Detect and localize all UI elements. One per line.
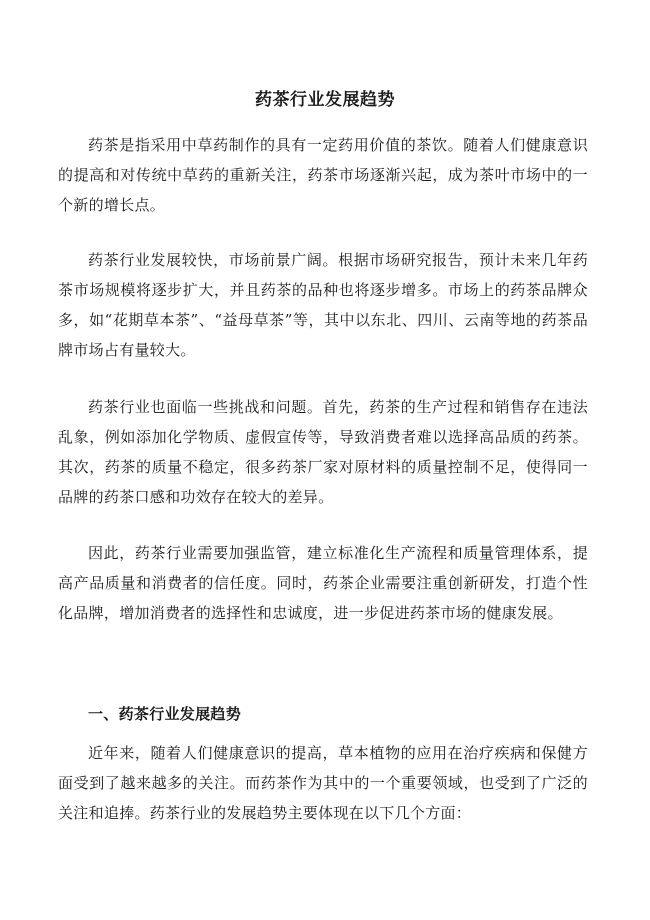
section-heading: 一、药茶行业发展趋势: [88, 705, 242, 723]
paragraph-section-body: 近年来，随着人们健康意识的提高，草本植物的应用在治疗疾病和保健方面受到了越来越多的关注。而药茶作为其中的一个重要领域，也受到了广泛的关注和追捧。药茶行业的发展趋势主要体现在以下几个方面：: [58, 744, 588, 822]
document-title: 药茶行业发展趋势: [255, 90, 395, 110]
paragraph-conclusion: 因此，药茶行业需要加强监管，建立标准化生产流程和质量管理体系，提高产品质量和消费者的信任度。同时，药茶企业需要注重创新研发，打造个性化品牌，增加消费者的选择性和忠诚度，进一步促进药茶市场的健康发展。: [58, 544, 588, 622]
paragraph-challenges: 药茶行业也面临一些挑战和问题。首先，药茶的生产过程和销售存在违法乱象，例如添加化学物质、虚假宣传等，导致消费者难以选择高品质的药茶。其次，药茶的质量不稳定，很多药茶厂家对原材料的质量控制不足，使得同一品牌的药茶口感和功效存在较大的差异。: [58, 398, 588, 506]
paragraph-market-outlook: 药茶行业发展较快，市场前景广阔。根据市场研究报告，预计未来几年药茶市场规模将逐步扩大，并且药茶的品种也将逐步增多。市场上的药茶品牌众多，如“花期草本茶”、“益母草茶”等，其中以东北、四川、云南等地的药茶品牌市场占有量较大。: [58, 251, 588, 359]
paragraph-intro: 药茶是指采用中草药制作的具有一定药用价值的茶饮。随着人们健康意识的提高和对传统中草药的重新关注，药茶市场逐渐兴起，成为茶叶市场中的一个新的增长点。: [58, 136, 588, 214]
